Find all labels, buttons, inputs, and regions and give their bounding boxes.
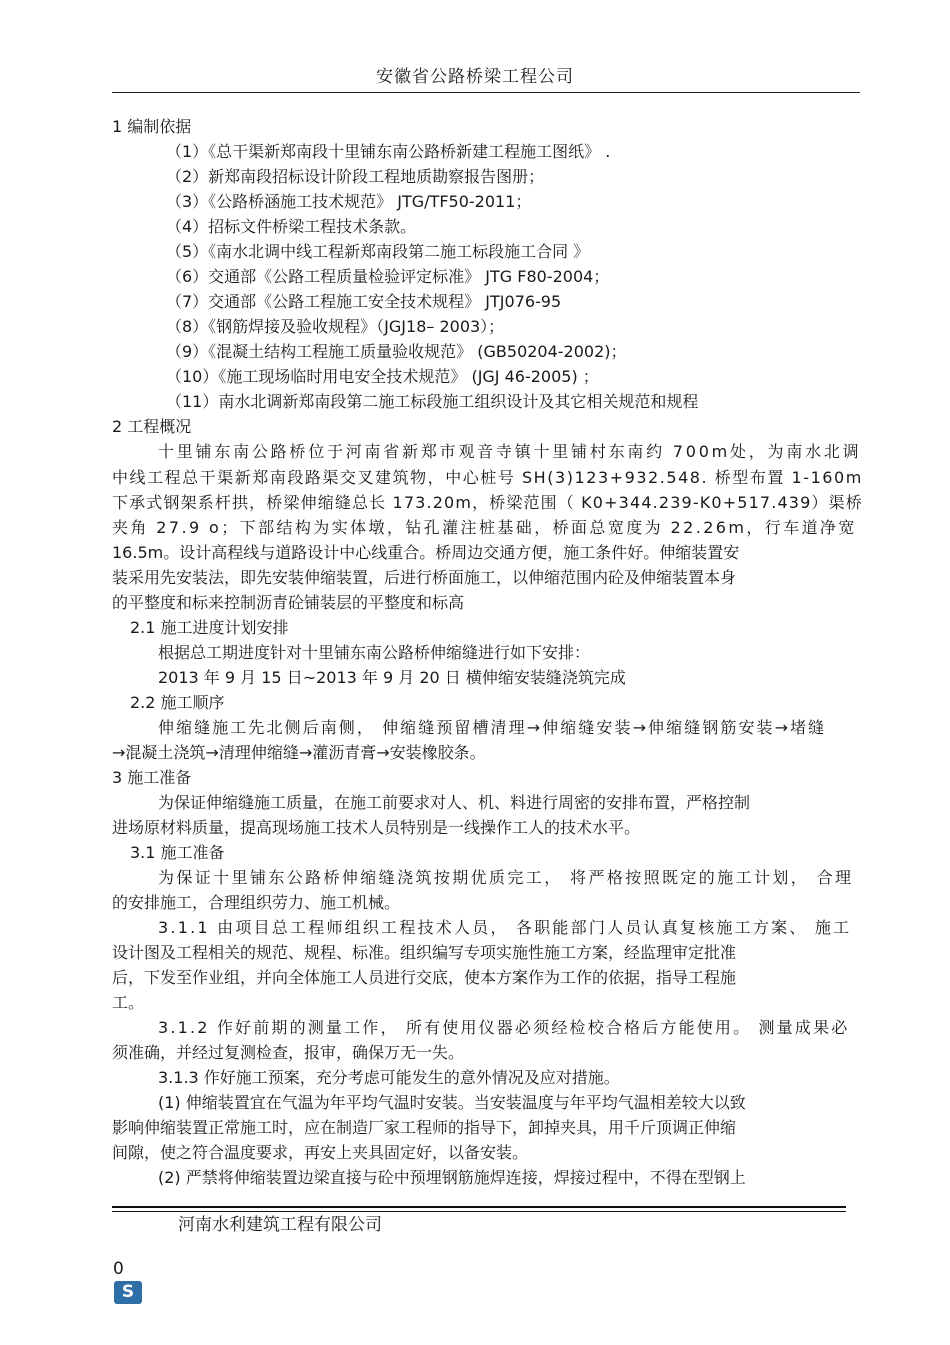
text-line: 伸缩缝施工先北侧后南侧， 伸缩缝预留槽清理→伸缩缝安装→伸缩缝钢筋安装→堵缝 (158, 718, 827, 737)
text-line: (1) 伸缩装置宜在气温为年平均气温时安装。当安装温度与年平均气温相差较大以致 (158, 1093, 746, 1112)
page-header-title: 安徽省公路桥梁工程公司 (376, 67, 574, 87)
text-line: 2.2 施工顺序 (130, 693, 225, 712)
text-line: 夹角 27.9 o；下部结构为实体墩，钻孔灌注桩基础，桥面总宽度为 22.26m，行车道净宽 (112, 518, 857, 537)
text-line: 设计图及工程相关的规范、规程、标准。组织编写专项实施性施工方案，经监理审定批准 (112, 943, 737, 962)
text-line: （9）《混凝土结构工程施工质量验收规范》 (GB50204-2002)； (166, 342, 627, 361)
text-line: （1）《总干渠新郑南段十里铺东南公路桥新建工程施工图纸》 . (166, 142, 611, 161)
text-line: （10）《施工现场临时用电安全技术规范》 (JGJ 46-2005) ； (166, 367, 599, 386)
text-line: （2）新郑南段招标设计阶段工程地质勘察报告图册； (166, 167, 545, 186)
text-line: 为保证伸缩缝施工质量，在施工前要求对人、机、料进行周密的安排布置，严格控制 (158, 793, 751, 812)
text-line: 2013 年 9 月 15 日~2013 年 9 月 20 日 横伸缩安装缝浇筑完成 (158, 668, 626, 687)
text-line: （7）交通部《公路工程施工安全技术规程》 JTJ076-95 (166, 292, 562, 311)
text-line: 后，下发至作业组，并向全体施工人员进行交底，使本方案作为工作的依据，指导工程施 (112, 968, 737, 987)
text-line: 十里铺东南公路桥位于河南省新郑市观音寺镇十里铺村东南约 700m处，为南水北调 (158, 442, 862, 461)
text-line: （8）《钢筋焊接及验收规程》（JGJ18– 2003）； (166, 317, 505, 336)
footer-divider-bottom (112, 1211, 846, 1212)
text-line: 进场原材料质量，提高现场施工技术人员特别是一线操作工人的技术水平。 (112, 818, 641, 837)
header-divider (112, 92, 860, 93)
text-line: 16.5m。设计高程线与道路设计中心线重合。桥周边交通方便，施工条件好。伸缩装置安 (112, 543, 740, 562)
footer-divider-top (112, 1206, 846, 1208)
text-line: 1 编制依据 (112, 117, 192, 136)
text-line: （4）招标文件桥梁工程技术条款。 (166, 217, 417, 236)
text-line: 工。 (112, 993, 145, 1012)
text-line: 中线工程总干渠新郑南段路渠交叉建筑物，中心桩号 SH(3)123+932.548. 桥型布置 1-160m (112, 468, 863, 487)
text-line: 的平整度和标来控制沥青砼铺装层的平整度和标高 (112, 593, 465, 612)
text-line: (2) 严禁将伸缩装置边梁直接与砼中预埋钢筋施焊连接，焊接过程中，不得在型钢上 (158, 1168, 746, 1187)
page-number: 0 (113, 1259, 124, 1279)
document-logo-icon: S (114, 1281, 142, 1304)
text-line: 的安排施工，合理组织劳力、施工机械。 (112, 893, 401, 912)
text-line: 2 工程概况 (112, 417, 192, 436)
text-line: （5）《南水北调中线工程新郑南段第二施工标段施工合同 》 (166, 242, 590, 261)
text-line: 3.1 施工准备 (130, 843, 225, 862)
text-line: 影响伸缩装置正常施工时，应在制造厂家工程师的指导下，卸掉夹具，用千斤顶调正伸缩 (112, 1118, 737, 1137)
text-line: 3 施工准备 (112, 768, 192, 787)
text-line: 3.1.1 由项目总工程师组织工程技术人员， 各职能部门人员认真复核施工方案、 施工 (158, 918, 852, 937)
text-line: 2.1 施工进度计划安排 (130, 618, 289, 637)
text-line: 3.1.2 作好前期的测量工作， 所有使用仪器必须经检校合格后方能使用。 测量成果必 (158, 1018, 850, 1037)
text-line: （3）《公路桥涵施工技术规范》 JTG/TF50-2011； (166, 192, 532, 211)
text-line: 间隙，使之符合温度要求，再安上夹具固定好，以备安装。 (112, 1143, 529, 1162)
text-line: 下承式钢架系杆拱，桥梁伸缩缝总长 173.20m，桥梁范围（ K0+344.239-K0+517.439）渠桥 (112, 493, 863, 512)
text-line: 3.1.3 作好施工预案，充分考虑可能发生的意外情况及应对措施。 (158, 1068, 620, 1087)
text-line: （6）交通部《公路工程质量检验评定标准》 JTG F80-2004； (166, 267, 610, 286)
footer-company: 河南水利建筑工程有限公司 (178, 1215, 382, 1235)
text-line: （11）南水北调新郑南段第二施工标段施工组织设计及其它相关规范和规程 (166, 392, 699, 411)
text-line: →混凝土浇筑→清理伸缩缝→灌沥青膏→安装橡胶条。 (112, 743, 486, 762)
text-line: 根据总工期进度针对十里铺东南公路桥伸缩缝进行如下安排： (158, 643, 591, 662)
text-line: 装采用先安装法，即先安装伸缩装置，后进行桥面施工，以伸缩范围内砼及伸缩装置本身 (112, 568, 737, 587)
text-line: 为保证十里铺东公路桥伸缩缝浇筑按期优质完工， 将严格按照既定的施工计划， 合理 (158, 868, 854, 887)
text-line: 须准确，并经过复测检查，报审，确保万无一失。 (112, 1043, 465, 1062)
